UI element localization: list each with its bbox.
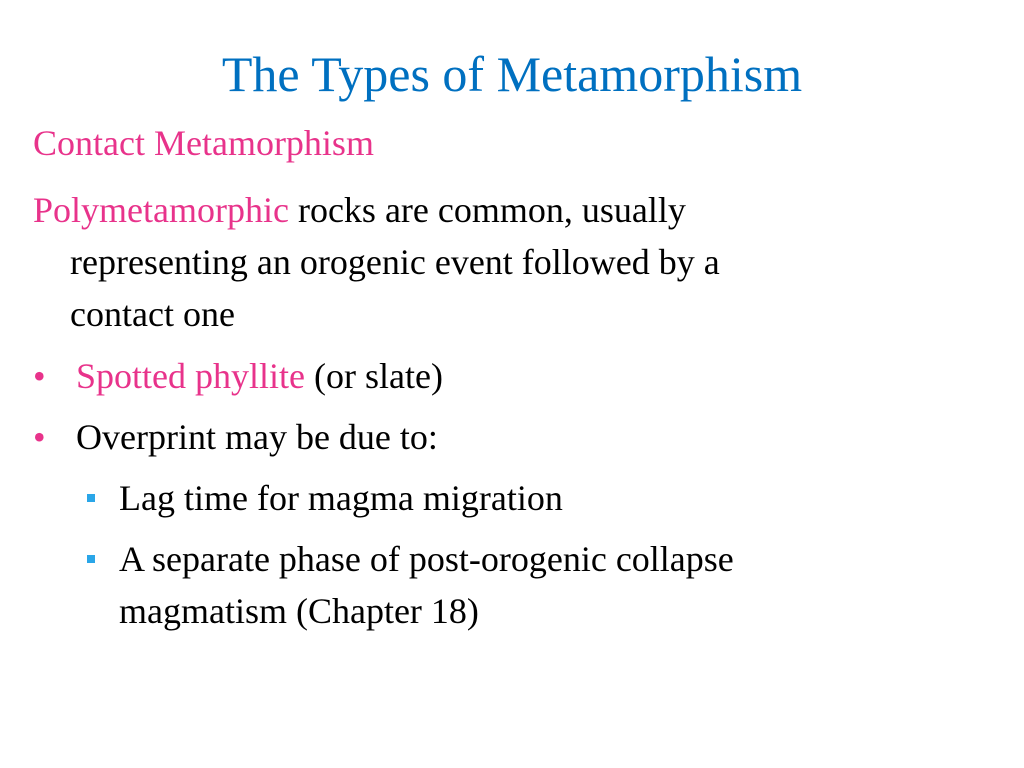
bullet-item xyxy=(33,350,983,402)
sub-bullet-text: Lag time for magma migration xyxy=(119,478,563,518)
intro-paragraph xyxy=(33,184,933,340)
bullet-dot-icon: • xyxy=(33,417,46,457)
paragraph-line1-rest: rocks are common, usually xyxy=(288,190,686,230)
sub-bullet-line2: magmatism (Chapter 18) xyxy=(119,591,479,631)
bullet-dot-icon: • xyxy=(33,356,46,396)
bullet-highlight: Spotted phyllite xyxy=(76,356,305,396)
paragraph-line2: representing an orogenic event followed by a xyxy=(70,242,720,282)
slide-title: The Types of Metamorphism xyxy=(221,46,803,102)
bullet-rest: (or slate) xyxy=(305,356,443,396)
square-bullet-icon xyxy=(87,494,95,502)
bullet-text: Overprint may be due to: xyxy=(76,417,438,457)
sub-bullet-line1: A separate phase of post-orogenic collapse xyxy=(119,539,734,579)
bullet-item xyxy=(33,411,983,463)
square-bullet-icon xyxy=(87,555,95,563)
sub-bullet-item xyxy=(33,533,983,637)
highlight-term: Polymetamorphic xyxy=(33,190,289,230)
sub-bullet-item xyxy=(33,472,983,524)
subheading: Contact Metamorphism xyxy=(33,123,374,163)
paragraph-line3: contact one xyxy=(70,294,235,334)
bullet-list xyxy=(33,350,983,646)
